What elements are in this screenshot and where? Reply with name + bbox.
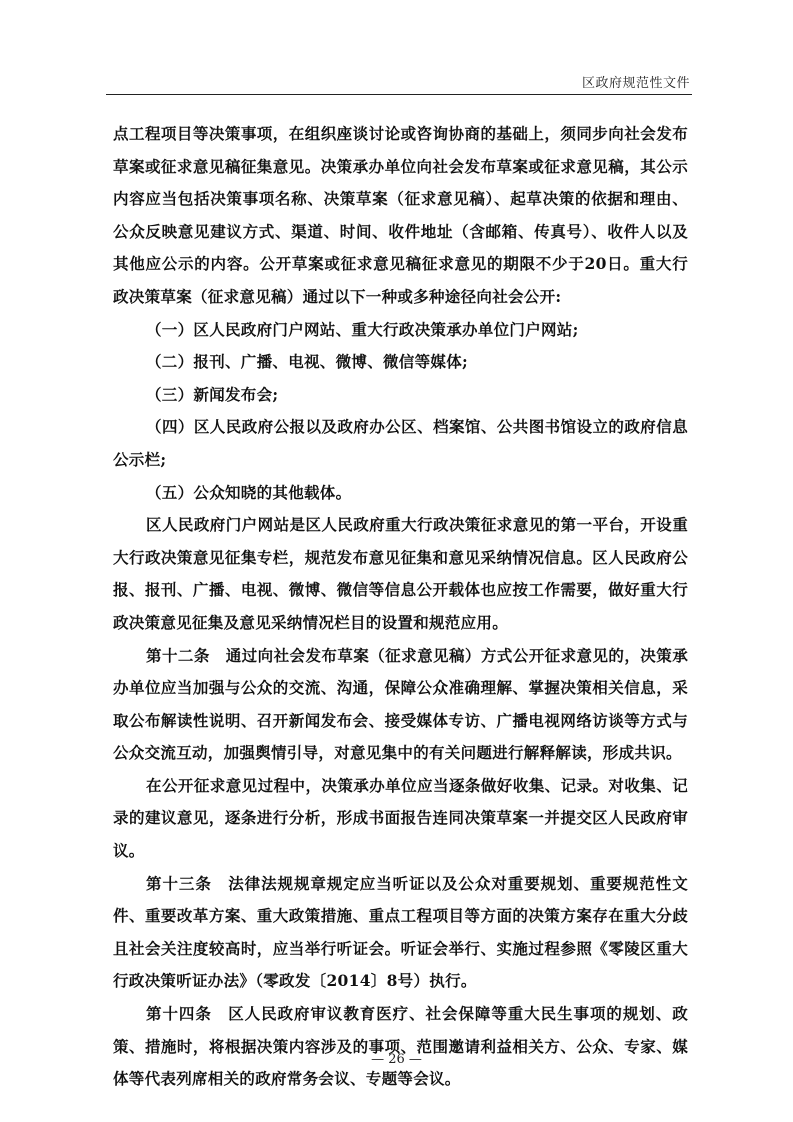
article-12: 第十二条 通过向社会发布草案（征求意见稿）方式公开征求意见的，决策承办单位应当加强与公众的交流、沟通，保障公众准确理解、掌握决策相关信息，采取公布解读性说明、召开新闻发布会、接受媒体专访、广播电视网络访谈等方式与公众交流互动，加强舆情引导，对意见集中的有关问题进行解释解读，形成共识。 [113, 645, 688, 763]
article-14: 第十四条 区人民政府审议教育医疗、社会保障等重大民生事项的规划、政策、措施时，将根据决策内容涉及的事项、范围邀请利益相关方、公众、专家、媒体等代表列席相关的政府常务会议、专题等会议。 [113, 1004, 688, 1089]
list-item-4: （四）区人民政府公报以及政府办公区、档案馆、公共图书馆设立的政府信息公示栏; [113, 417, 688, 469]
list-item-2: （二）报刊、广播、电视、微博、微信等媒体; [146, 352, 469, 372]
page-number: — 26 — [371, 1052, 422, 1067]
list-item-3: （三）新闻发布会; [146, 384, 279, 404]
document-body [113, 118, 688, 1096]
page-header [106, 68, 692, 95]
document-category-title: 区政府规范性文件 [581, 76, 690, 91]
paragraph-feedback-collection: 在公开征求意见过程中，决策承办单位应当逐条做好收集、记录。对收集、记录的建议意见，逐条进行分析，形成书面报告连同决策草案一并提交区人民政府审议。 [113, 775, 688, 861]
article-13: 第十三条 法律法规规章规定应当听证以及公众对重要规划、重要规范性文件、重要改革方案、重大政策措施、重点工程项目等方面的决策方案存在重大分歧且社会关注度较高时，应当举行听证会。听证会举行、实施过程参照《零陵区重大行政决策听证办法》（零政发〔2014〕8号）执行。 [113, 873, 688, 991]
paragraph-portal-website: 区人民政府门户网站是区人民政府重大行政决策征求意见的第一平台，开设重大行政决策意见征集专栏，规范发布意见征集和意见采纳情况信息。区人民政府公报、报刊、广播、电视、微博、微信等信息公开载体也应按工作需要，做好重大行政决策意见征集及意见采纳情况栏目的设置和规范应用。 [113, 515, 688, 632]
list-item-5: （五）公众知晓的其他载体。 [146, 482, 352, 502]
paragraph-continuation: 点工程项目等决策事项，在组织座谈讨论或咨询协商的基础上，须同步向社会发布草案或征求意见稿征集意见。决策承办单位向社会发布草案或征求意见稿，其公示内容应当包括决策事项名称、决策草案（征求意见稿）、起草决策的依据和理由、公众反映意见建议方式、渠道、时间、收件地址（含邮箱、传真号）、收件人以及其他应公示的内容。公开草案或征求意见稿征求意见的期限不少于20日。重大行政决策草案（征求意见稿）通过以下一种或多种途径向社会公开: [113, 124, 688, 306]
list-item-1: （一）区人民政府门户网站、重大行政决策承办单位门户网站; [146, 319, 579, 339]
